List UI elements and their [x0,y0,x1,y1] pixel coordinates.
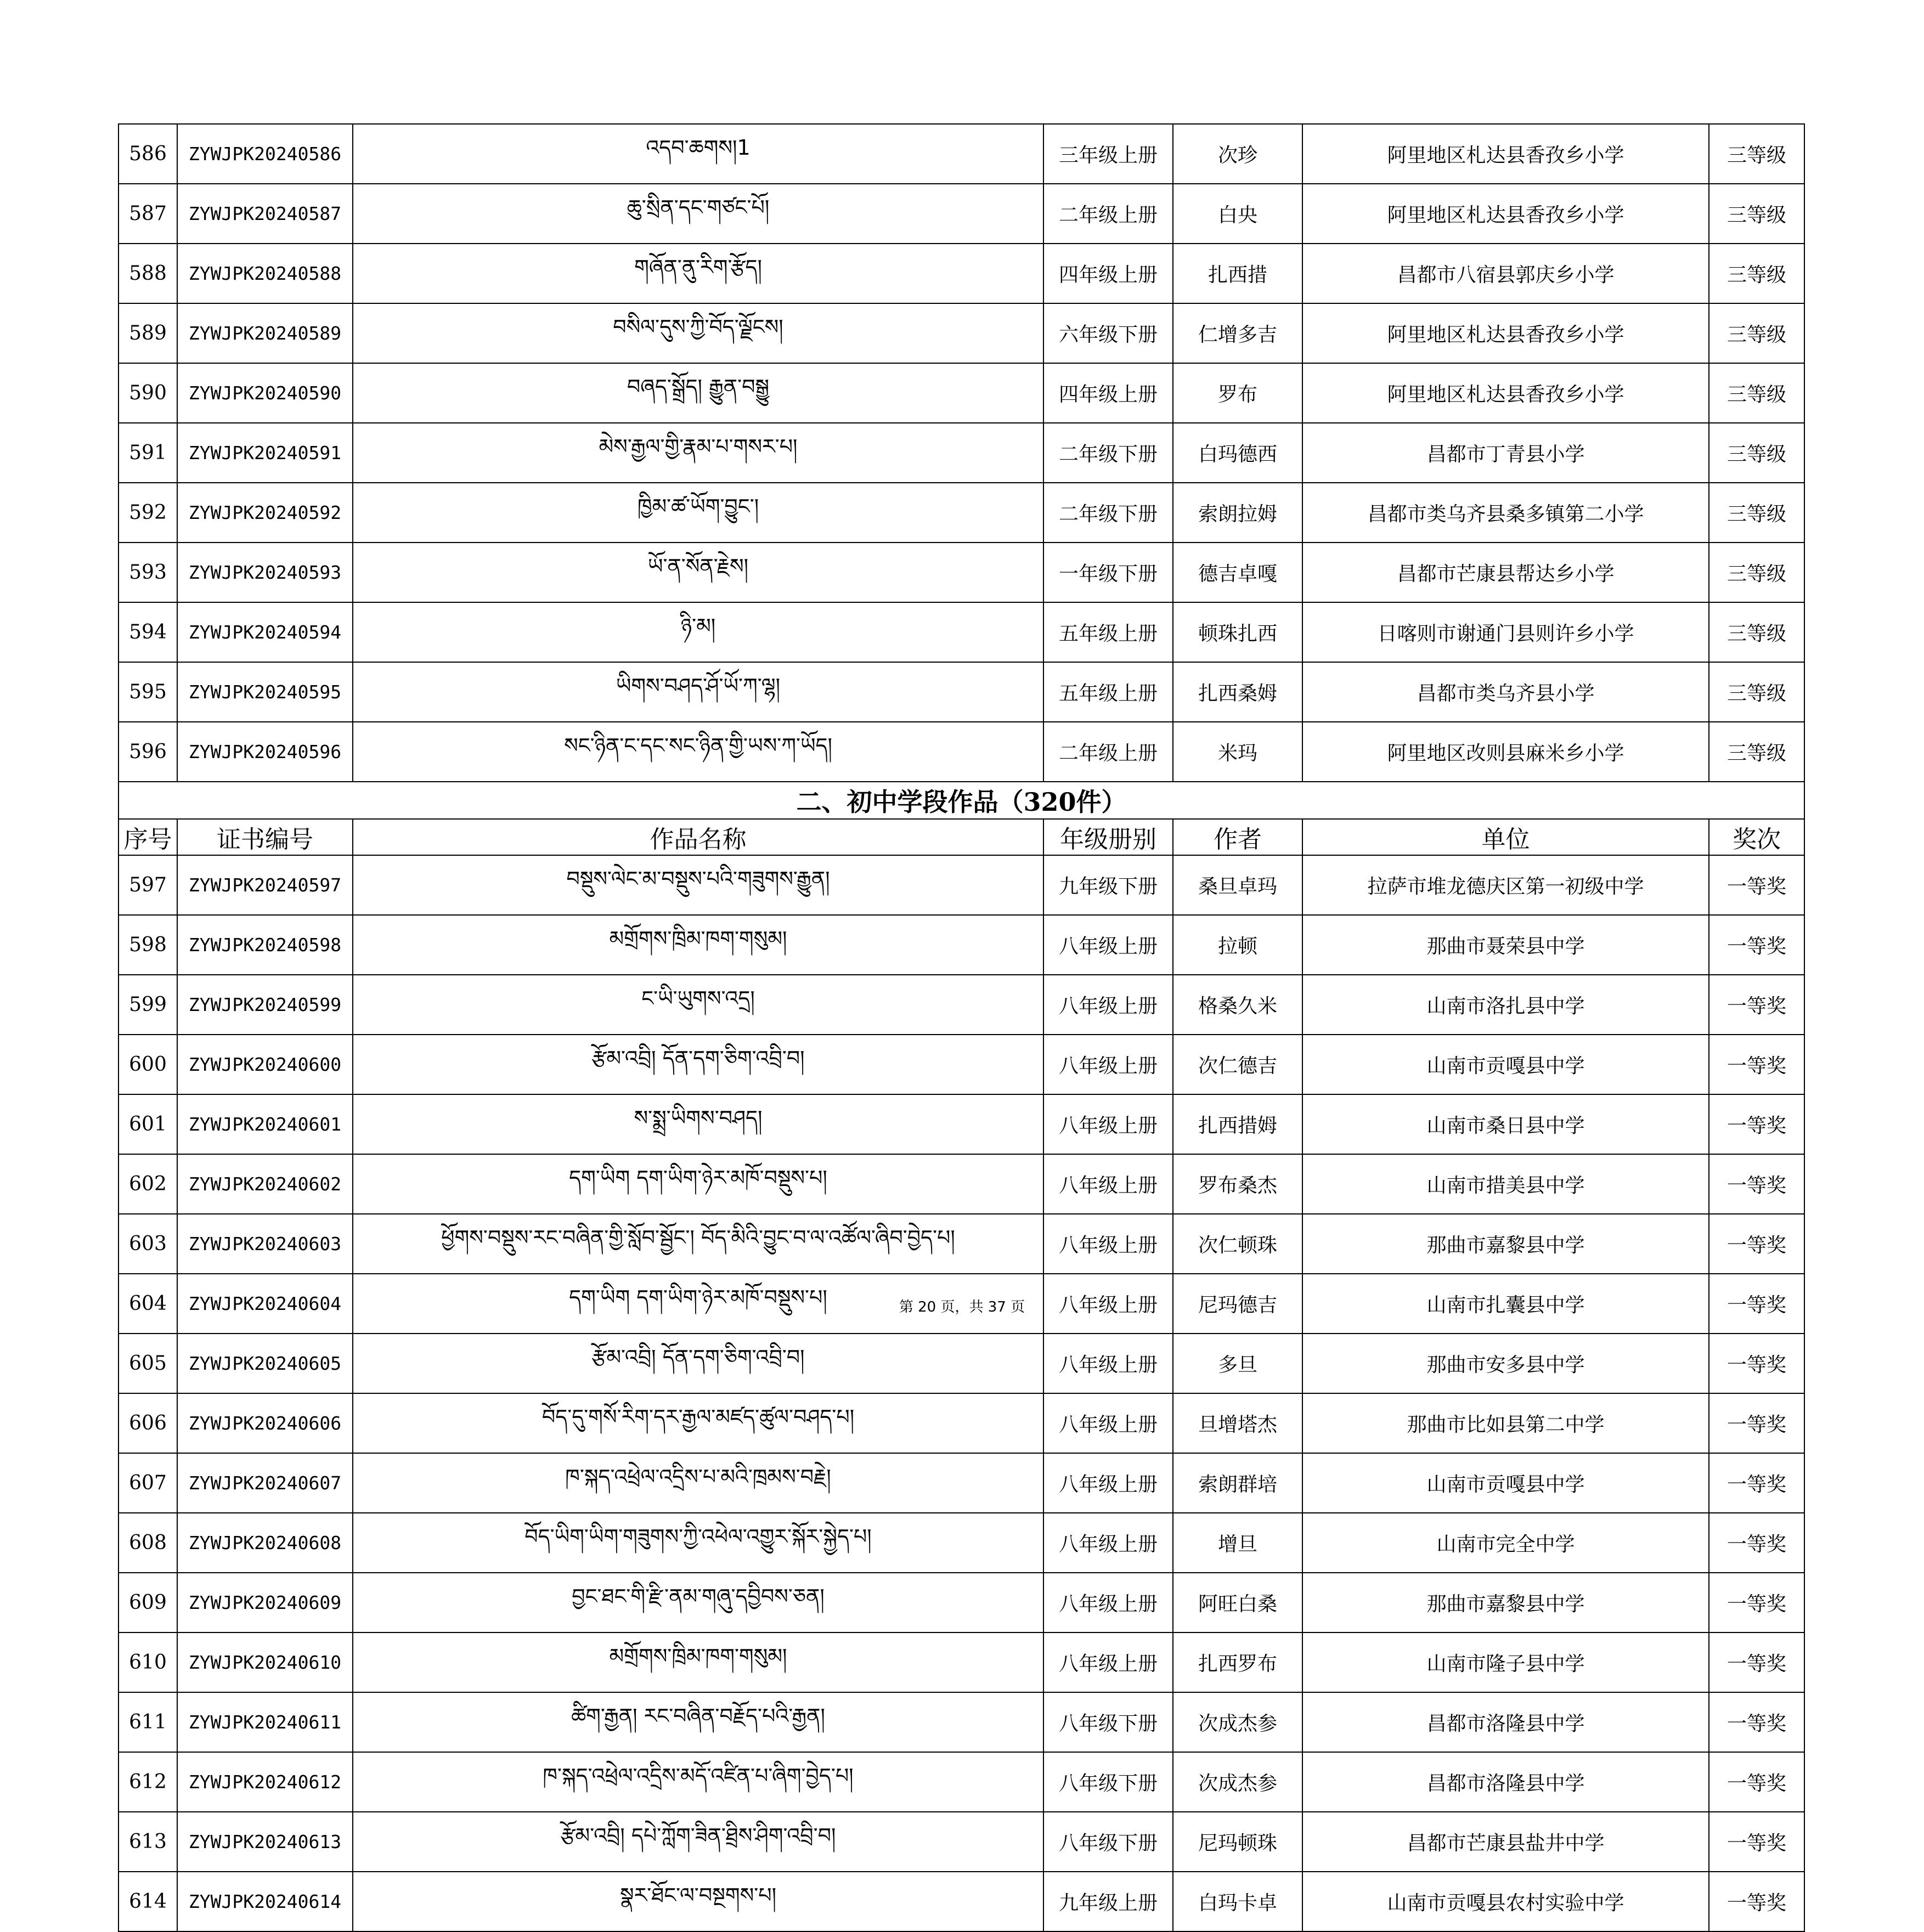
table-row [119,1214,1804,1274]
header-award: 奖次 [1709,819,1804,855]
cell-grade: 八年级上册 [1043,1393,1173,1453]
cell-author: 白央 [1173,184,1302,244]
cell-award: 一等奖 [1709,1573,1804,1632]
cell-author: 白玛德西 [1173,423,1302,483]
cell-no: 600 [119,1035,177,1094]
cell-award: 一等奖 [1709,1334,1804,1393]
table-row [119,662,1804,722]
cell-code: ZYWJPK20240586 [177,124,353,184]
cell-code: ZYWJPK20240595 [177,662,353,722]
table-row [119,244,1804,303]
cell-author: 拉顿 [1173,915,1302,975]
cell-grade: 八年级上册 [1043,1035,1173,1094]
cell-code: ZYWJPK20240609 [177,1573,353,1632]
table-row [119,1453,1804,1513]
cell-code: ZYWJPK20240600 [177,1035,353,1094]
cell-award: 三等级 [1709,244,1804,303]
cell-author: 阿旺白桑 [1173,1573,1302,1632]
header-title: 作品名称 [353,819,1043,855]
cell-author: 罗布 [1173,363,1302,423]
cell-no: 611 [119,1692,177,1752]
cell-no: 594 [119,602,177,662]
cell-unit: 那曲市聂荣县中学 [1302,915,1709,975]
cell-grade: 六年级下册 [1043,303,1173,363]
cell-award: 一等奖 [1709,975,1804,1035]
cell-code: ZYWJPK20240596 [177,722,353,782]
table-row [119,915,1804,975]
cell-no: 588 [119,244,177,303]
cell-grade: 二年级下册 [1043,483,1173,543]
cell-unit: 昌都市丁青县小学 [1302,423,1709,483]
cell-grade: 二年级上册 [1043,722,1173,782]
table-row [119,1632,1804,1692]
cell-code: ZYWJPK20240590 [177,363,353,423]
cell-code: ZYWJPK20240610 [177,1632,353,1692]
table-row [119,543,1804,602]
cell-grade: 八年级上册 [1043,1214,1173,1274]
cell-no: 614 [119,1872,177,1931]
cell-title: བོད་ཡིག་ཡིག་གཟུགས་ཀྱི་འཕེལ་འགྱུར་སྐོར་སྐྱེད་པ། [353,1513,1043,1573]
cell-no: 586 [119,124,177,184]
cell-award: 一等奖 [1709,1513,1804,1573]
cell-code: ZYWJPK20240613 [177,1812,353,1872]
cell-author: 顿珠扎西 [1173,602,1302,662]
cell-no: 590 [119,363,177,423]
cell-code: ZYWJPK20240611 [177,1692,353,1752]
table-row [119,303,1804,363]
table-row [119,184,1804,244]
cell-award: 三等级 [1709,543,1804,602]
cell-award: 三等级 [1709,423,1804,483]
cell-award: 三等级 [1709,184,1804,244]
cell-no: 607 [119,1453,177,1513]
cell-grade: 一年级下册 [1043,543,1173,602]
cell-code: ZYWJPK20240604 [177,1274,353,1334]
cell-code: ZYWJPK20240598 [177,915,353,975]
cell-grade: 八年级下册 [1043,1752,1173,1812]
table-row [119,855,1804,915]
award-table [118,123,1805,1932]
cell-grade: 八年级上册 [1043,1334,1173,1393]
cell-grade: 八年级上册 [1043,1513,1173,1573]
cell-title: ཡོ་ན་སོན་རྗེས། [353,543,1043,602]
cell-no: 603 [119,1214,177,1274]
cell-code: ZYWJPK20240592 [177,483,353,543]
cell-unit: 山南市洛扎县中学 [1302,975,1709,1035]
cell-code: ZYWJPK20240594 [177,602,353,662]
cell-title: མགྲོགས་ཁྲིམ་ཁག་གསུམ། [353,915,1043,975]
cell-award: 三等级 [1709,363,1804,423]
cell-title: ས་སྨྲ་ཡིགས་བཤད། [353,1094,1043,1154]
table-row [119,602,1804,662]
cell-unit: 那曲市安多县中学 [1302,1334,1709,1393]
cell-award: 一等奖 [1709,1872,1804,1931]
cell-award: 一等奖 [1709,1453,1804,1513]
cell-no: 606 [119,1393,177,1453]
cell-code: ZYWJPK20240597 [177,855,353,915]
cell-no: 589 [119,303,177,363]
cell-grade: 九年级下册 [1043,855,1173,915]
table-row [119,1872,1804,1931]
cell-author: 次仁德吉 [1173,1035,1302,1094]
table-row [119,1812,1804,1872]
cell-author: 桑旦卓玛 [1173,855,1302,915]
table-row [119,975,1804,1035]
cell-author: 索朗拉姆 [1173,483,1302,543]
cell-author: 多旦 [1173,1334,1302,1393]
cell-award: 一等奖 [1709,1094,1804,1154]
cell-no: 610 [119,1632,177,1692]
cell-unit: 阿里地区札达县香孜乡小学 [1302,303,1709,363]
cell-title: བསིལ་དུས་ཀྱི་བོད་ལྗོངས། [353,303,1043,363]
cell-no: 613 [119,1812,177,1872]
cell-no: 587 [119,184,177,244]
cell-grade: 三年级上册 [1043,124,1173,184]
cell-no: 601 [119,1094,177,1154]
cell-author: 增旦 [1173,1513,1302,1573]
cell-award: 一等奖 [1709,855,1804,915]
cell-no: 599 [119,975,177,1035]
cell-code: ZYWJPK20240602 [177,1154,353,1214]
cell-author: 扎西罗布 [1173,1632,1302,1692]
header-grade: 年级册别 [1043,819,1173,855]
cell-no: 602 [119,1154,177,1214]
cell-unit: 阿里地区札达县香孜乡小学 [1302,124,1709,184]
cell-grade: 八年级下册 [1043,1692,1173,1752]
section-title: 二、初中学段作品（320件） [119,782,1804,819]
cell-title: དག་ཡིག དག་ཡིག་ཉེར་མཁོ་བསྡུས་པ། [353,1154,1043,1214]
cell-unit: 昌都市类乌齐县小学 [1302,662,1709,722]
cell-code: ZYWJPK20240614 [177,1872,353,1931]
cell-unit: 山南市贡嘎县农村实验中学 [1302,1872,1709,1931]
cell-title: རྩོམ་འབྲི། དཔེ་ཀློག་ཟིན་ཐྲིས་ཤིག་འབྲི་བ། [353,1812,1043,1872]
cell-award: 一等奖 [1709,1035,1804,1094]
cell-author: 次珍 [1173,124,1302,184]
cell-code: ZYWJPK20240591 [177,423,353,483]
cell-award: 三等级 [1709,124,1804,184]
cell-author: 德吉卓嘎 [1173,543,1302,602]
cell-grade: 八年级上册 [1043,1573,1173,1632]
table-row [119,1752,1804,1812]
cell-grade: 八年级上册 [1043,1094,1173,1154]
cell-title: ཉི་མ། [353,602,1043,662]
cell-no: 605 [119,1334,177,1393]
cell-title: གཞོན་ནུ་རིག་རྩོད། [353,244,1043,303]
cell-award: 三等级 [1709,483,1804,543]
table-row [119,1692,1804,1752]
cell-title: བཞད་སྒྲོད། རྒྱུན་བསྒྱུ [353,363,1043,423]
cell-title: ཕྱོགས་བསྡུས་རང་བཞིན་གྱི་སློབ་སྦྱོང་། བོད་མིའི་བྱུང་བ་ལ་འཚོལ་ཞིབ་བྱེད་པ། [353,1214,1043,1274]
cell-author: 扎西桑姆 [1173,662,1302,722]
cell-code: ZYWJPK20240605 [177,1334,353,1393]
cell-award: 一等奖 [1709,1274,1804,1334]
cell-unit: 山南市扎囊县中学 [1302,1274,1709,1334]
page-footer: 第 20 页，共 37 页 [899,1299,1025,1315]
cell-award: 一等奖 [1709,1632,1804,1692]
header-code: 证书编号 [177,819,353,855]
cell-unit: 昌都市芒康县盐井中学 [1302,1812,1709,1872]
cell-no: 591 [119,423,177,483]
cell-no: 609 [119,1573,177,1632]
cell-title: རྩོམ་འབྲི། དོན་དག་ཅིག་འབྲི་བ། [353,1334,1043,1393]
cell-no: 592 [119,483,177,543]
cell-code: ZYWJPK20240601 [177,1094,353,1154]
cell-title: ཁྱིམ་ཚ་ཡོག་བྱུང་། [353,483,1043,543]
cell-no: 595 [119,662,177,722]
cell-author: 次成杰参 [1173,1752,1302,1812]
cell-title: ཡིགས་བཤད་ཤོ་ཡོ་ཀ་ལྷ། [353,662,1043,722]
cell-grade: 八年级下册 [1043,1812,1173,1872]
cell-author: 罗布桑杰 [1173,1154,1302,1214]
cell-award: 三等级 [1709,662,1804,722]
cell-author: 旦增塔杰 [1173,1393,1302,1453]
cell-unit: 山南市隆子县中学 [1302,1632,1709,1692]
cell-author: 尼玛德吉 [1173,1274,1302,1334]
cell-author: 次成杰参 [1173,1692,1302,1752]
cell-grade: 九年级上册 [1043,1872,1173,1931]
cell-code: ZYWJPK20240593 [177,543,353,602]
cell-unit: 阿里地区札达县香孜乡小学 [1302,184,1709,244]
cell-author: 次仁顿珠 [1173,1214,1302,1274]
header-no: 序号 [119,819,177,855]
cell-title: བོད་དུ་གསོ་རིག་དར་རྒྱལ་མཛད་ཚུལ་བཤད་པ། [353,1393,1043,1453]
cell-unit: 阿里地区改则县麻米乡小学 [1302,722,1709,782]
cell-award: 一等奖 [1709,1752,1804,1812]
cell-unit: 那曲市嘉黎县中学 [1302,1573,1709,1632]
table-row [119,1154,1804,1214]
cell-grade: 八年级上册 [1043,915,1173,975]
cell-unit: 昌都市洛隆县中学 [1302,1692,1709,1752]
cell-title: མེས་རྒྱལ་གྱི་རྣམ་པ་གསར་པ། [353,423,1043,483]
cell-award: 一等奖 [1709,1154,1804,1214]
table-row [119,1334,1804,1393]
table-row [119,1094,1804,1154]
cell-award: 三等级 [1709,602,1804,662]
cell-grade: 五年级上册 [1043,602,1173,662]
cell-unit: 昌都市芒康县帮达乡小学 [1302,543,1709,602]
cell-code: ZYWJPK20240603 [177,1214,353,1274]
cell-unit: 昌都市八宿县郭庆乡小学 [1302,244,1709,303]
table-row [119,1035,1804,1094]
cell-title: ཁ་སྐད་འཕྲེལ་འདྲིས་མདོ་འཛིན་པ་ཞིག་བྱེད་པ། [353,1752,1043,1812]
cell-no: 598 [119,915,177,975]
cell-grade: 四年级上册 [1043,363,1173,423]
cell-award: 一等奖 [1709,1812,1804,1872]
section-row [119,782,1804,819]
cell-unit: 那曲市比如县第二中学 [1302,1393,1709,1453]
cell-title: ཚིག་རྒྱན། རང་བཞིན་བརྗོད་པའི་རྒྱན། [353,1692,1043,1752]
cell-award: 一等奖 [1709,1214,1804,1274]
cell-title: ཆུ་སྲིན་དང་གཙང་པོ། [353,184,1043,244]
cell-unit: 昌都市洛隆县中学 [1302,1752,1709,1812]
table-row [119,124,1804,184]
table-row [119,1513,1804,1573]
cell-title: བསྡུས་ལེང་མ་བསྡུས་པའི་གཟུགས་རྒྱུན། [353,855,1043,915]
cell-author: 米玛 [1173,722,1302,782]
rows-top [119,124,1804,782]
cell-code: ZYWJPK20240588 [177,244,353,303]
cell-author: 格桑久米 [1173,975,1302,1035]
cell-title: ང་ཡི་ཡུགས་འདྲ། [353,975,1043,1035]
cell-grade: 二年级上册 [1043,184,1173,244]
cell-code: ZYWJPK20240599 [177,975,353,1035]
cell-unit: 山南市桑日县中学 [1302,1094,1709,1154]
cell-unit: 山南市贡嘎县中学 [1302,1453,1709,1513]
table-row [119,1393,1804,1453]
cell-code: ZYWJPK20240607 [177,1453,353,1513]
cell-award: 一等奖 [1709,1692,1804,1752]
cell-award: 一等奖 [1709,1393,1804,1453]
cell-author: 扎西措姆 [1173,1094,1302,1154]
cell-no: 597 [119,855,177,915]
section-block [119,782,1804,855]
cell-grade: 五年级上册 [1043,662,1173,722]
cell-grade: 八年级上册 [1043,975,1173,1035]
cell-unit: 昌都市类乌齐县桑多镇第二小学 [1302,483,1709,543]
cell-title: བྱང་ཐང་གི་རྫི་ནམ་གཞུ་དབྱིབས་ཅན། [353,1573,1043,1632]
cell-code: ZYWJPK20240606 [177,1393,353,1453]
cell-grade: 二年级下册 [1043,423,1173,483]
cell-title: སང་ཉིན་ང་དང་སང་ཉིན་གྱི་ཡས་ཀ་ཡོད། [353,722,1043,782]
cell-title: སྣར་ཐོང་ལ་བསྔགས་པ། [353,1872,1043,1931]
cell-code: ZYWJPK20240608 [177,1513,353,1573]
cell-unit: 山南市完全中学 [1302,1513,1709,1573]
cell-title: ཁ་སྐད་འཕྲེལ་འདྲིས་པ་མའི་ཁྲམས་བརྗེ། [353,1453,1043,1513]
table-row [119,722,1804,782]
header-unit: 单位 [1302,819,1709,855]
cell-no: 608 [119,1513,177,1573]
cell-no: 604 [119,1274,177,1334]
cell-code: ZYWJPK20240612 [177,1752,353,1812]
cell-award: 三等级 [1709,722,1804,782]
header-author: 作者 [1173,819,1302,855]
cell-author: 白玛卡卓 [1173,1872,1302,1931]
header-row [119,819,1804,855]
table-row [119,423,1804,483]
cell-code: ZYWJPK20240587 [177,184,353,244]
cell-no: 596 [119,722,177,782]
rows-bottom [119,855,1804,1931]
cell-award: 三等级 [1709,303,1804,363]
cell-grade: 八年级上册 [1043,1453,1173,1513]
cell-unit: 山南市措美县中学 [1302,1154,1709,1214]
cell-grade: 四年级上册 [1043,244,1173,303]
cell-no: 612 [119,1752,177,1812]
cell-grade: 八年级上册 [1043,1274,1173,1334]
cell-author: 扎西措 [1173,244,1302,303]
table-row [119,1573,1804,1632]
cell-title: འདབ་ཆགས།1 [353,124,1043,184]
cell-grade: 八年级上册 [1043,1154,1173,1214]
cell-title: དག་ཡིག དག་ཡིག་ཉེར་མཁོ་བསྡུས་པ། [353,1274,1043,1334]
cell-code: ZYWJPK20240589 [177,303,353,363]
cell-unit: 日喀则市谢通门县则许乡小学 [1302,602,1709,662]
cell-author: 仁增多吉 [1173,303,1302,363]
table-row [119,483,1804,543]
cell-title: མགྲོགས་ཁྲིམ་ཁག་གསུམ། [353,1632,1043,1692]
cell-no: 593 [119,543,177,602]
cell-unit: 拉萨市堆龙德庆区第一初级中学 [1302,855,1709,915]
cell-award: 一等奖 [1709,915,1804,975]
cell-unit: 阿里地区札达县香孜乡小学 [1302,363,1709,423]
cell-author: 尼玛顿珠 [1173,1812,1302,1872]
cell-unit: 那曲市嘉黎县中学 [1302,1214,1709,1274]
cell-title: རྩོམ་འབྲི། དོན་དག་ཅིག་འབྲི་བ། [353,1035,1043,1094]
cell-unit: 山南市贡嘎县中学 [1302,1035,1709,1094]
cell-grade: 八年级上册 [1043,1632,1173,1692]
cell-author: 索朗群培 [1173,1453,1302,1513]
table-row [119,363,1804,423]
